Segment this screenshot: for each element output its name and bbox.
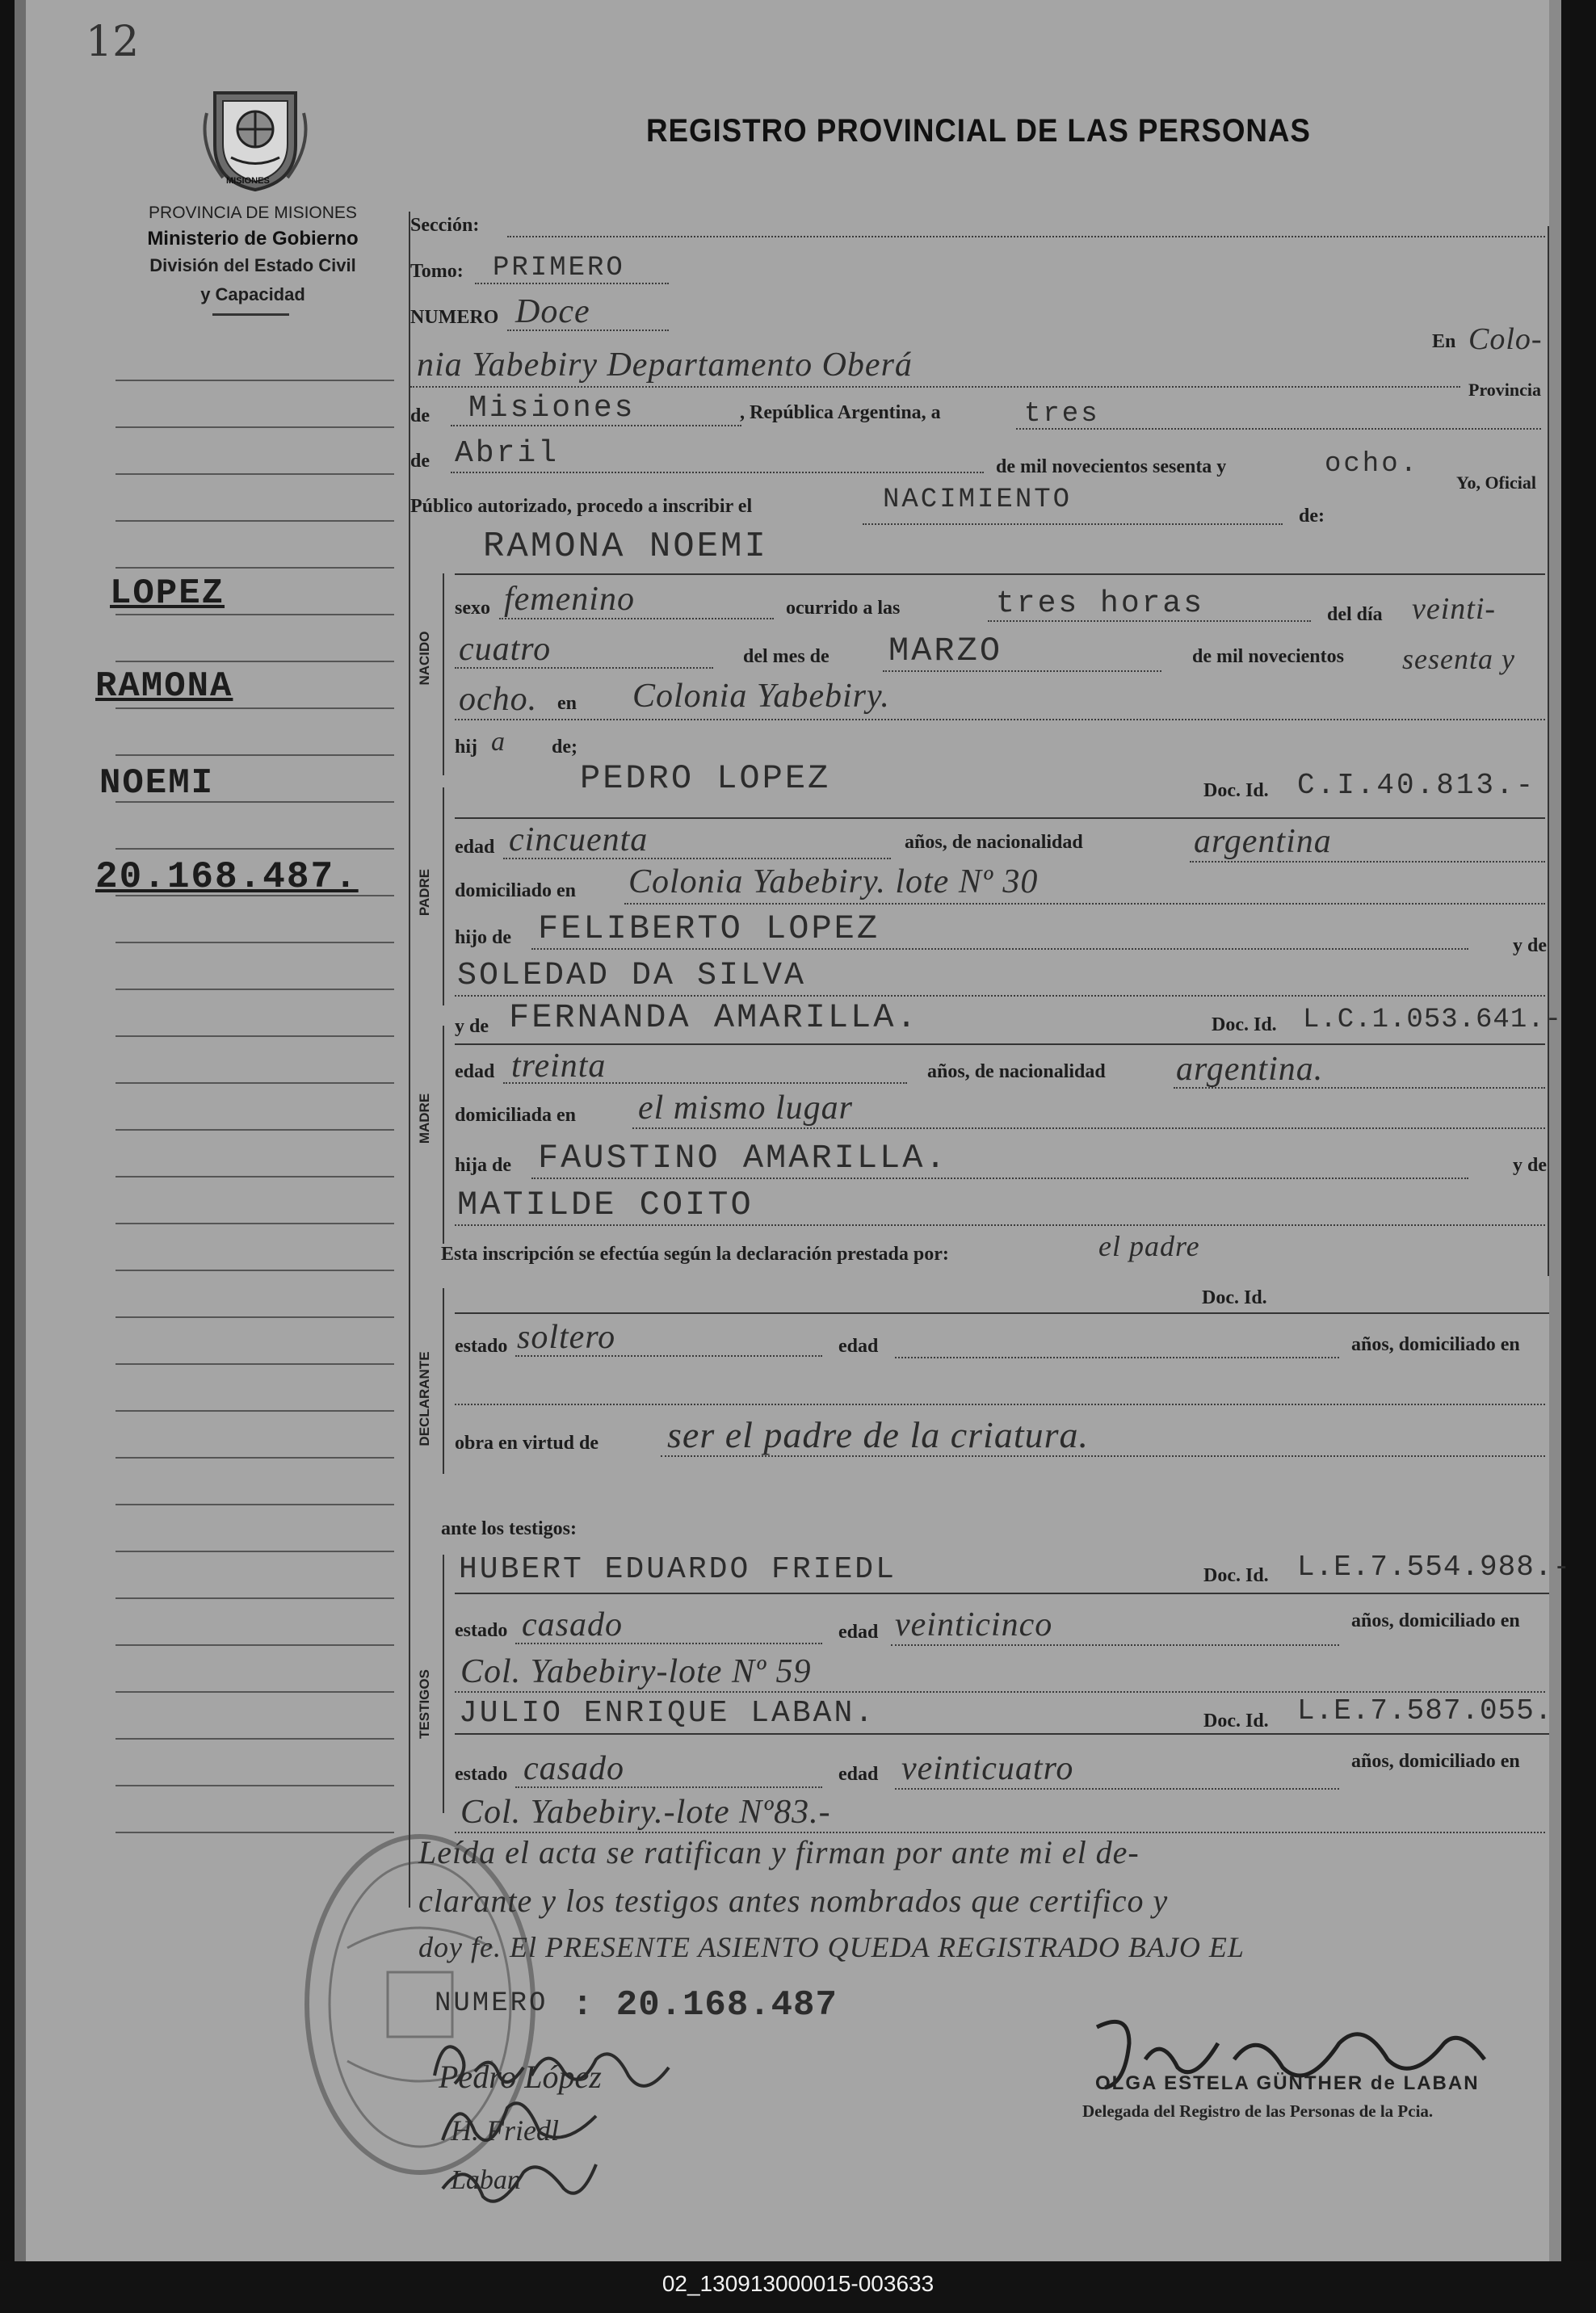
padre-nationality-line bbox=[1190, 861, 1545, 863]
inscripcion-label: Esta inscripción se efectúa según la declaración prestada por: bbox=[441, 1244, 949, 1265]
madre-edad-label: edad bbox=[455, 1061, 495, 1082]
signature-laban bbox=[435, 2140, 612, 2213]
testigo-2-state-value: casado bbox=[523, 1750, 624, 1787]
provincia-label: Provincia bbox=[1468, 380, 1542, 400]
de-mil-2-label: de mil novecientos bbox=[1192, 646, 1344, 667]
padre-dom-label: domiciliado en bbox=[455, 880, 577, 901]
sex-line bbox=[499, 618, 774, 619]
testigo-2-doc-value: L.E.7.587.055. bbox=[1297, 1694, 1553, 1727]
testigos-bracket bbox=[443, 1555, 444, 1813]
month-written-line bbox=[451, 472, 984, 473]
madre-mother-line bbox=[455, 1224, 1545, 1226]
del-dia-label: del día bbox=[1327, 604, 1383, 625]
de-label: de bbox=[410, 405, 430, 426]
padre-age-line bbox=[503, 858, 891, 859]
padre-doc-label: Doc. Id. bbox=[1203, 780, 1269, 801]
province-value: Misiones bbox=[468, 391, 636, 426]
de-semicolon-label: de; bbox=[552, 737, 578, 758]
declarante-address-line bbox=[455, 1404, 1545, 1405]
numero-value: Doce bbox=[515, 293, 590, 330]
padre-age-value: cincuenta bbox=[509, 821, 649, 858]
capacity-label: y Capacidad bbox=[200, 284, 305, 304]
padre-mother-line bbox=[455, 995, 1545, 997]
signature-3-text: Laban bbox=[451, 2165, 521, 2195]
day-written-line bbox=[1016, 428, 1541, 430]
province-label: PROVINCIA DE MISIONES bbox=[149, 204, 357, 222]
nacido-name: RAMONA NOEMI bbox=[483, 527, 768, 567]
seal-text: MISIONES bbox=[226, 176, 270, 186]
declarante-reason-value: ser el padre de la criatura. bbox=[667, 1414, 1090, 1455]
de-mil-label: de mil novecientos sesenta y bbox=[996, 456, 1227, 477]
declarante-by-value: el padre bbox=[1098, 1230, 1200, 1262]
testigo-1-rule bbox=[455, 1593, 1549, 1594]
madre-address-value: el mismo lugar bbox=[638, 1089, 853, 1127]
yo-oficial-label: Yo, Oficial bbox=[1456, 472, 1536, 493]
province-line bbox=[451, 425, 741, 426]
closing-line-1: Leída el acta se ratifican y firman por ante mi el de- bbox=[418, 1834, 1140, 1870]
testigo-1-doc-value: L.E.7.554.988.- bbox=[1297, 1551, 1572, 1584]
official-name: OLGA ESTELA GÜNTHER de LABAN bbox=[1095, 2072, 1480, 2094]
day-written-value: tres bbox=[1024, 399, 1100, 430]
section-madre: MADRE bbox=[417, 1093, 432, 1144]
testigo-2-rule bbox=[455, 1733, 1549, 1735]
en2-label: en bbox=[557, 693, 577, 714]
tomo-line bbox=[475, 283, 669, 284]
de-colon-label: de: bbox=[1299, 506, 1325, 527]
padre-nac-label: años, de nacionalidad bbox=[905, 832, 1083, 853]
declarante-bracket bbox=[443, 1288, 444, 1474]
madre-bracket bbox=[443, 1026, 444, 1244]
madre-nationality-line bbox=[1174, 1087, 1545, 1089]
place-line bbox=[410, 386, 1460, 388]
ante-label: ante los testigos: bbox=[441, 1518, 577, 1539]
declarante-anos-label: años, domiciliado en bbox=[1351, 1334, 1520, 1355]
year-value: sesenta y bbox=[1402, 643, 1515, 675]
testigo-1-age-line bbox=[891, 1644, 1339, 1646]
testigo-1-address-value: Col. Yabebiry-lote Nº 59 bbox=[460, 1653, 812, 1690]
madre-age-line bbox=[503, 1082, 907, 1084]
madre-nac-label: años, de nacionalidad bbox=[927, 1061, 1106, 1082]
madre-mother-value: MATILDE COITO bbox=[457, 1186, 754, 1224]
nacido-top-rule bbox=[455, 573, 1545, 575]
en-label: En bbox=[1432, 331, 1456, 352]
de-label-2: de bbox=[410, 451, 430, 472]
publico-label: Público autorizado, procedo a inscribir el bbox=[410, 496, 753, 517]
testigo-1-age-value: veinticinco bbox=[895, 1606, 1053, 1643]
en-value: Colo- bbox=[1468, 322, 1543, 356]
testigo-2-age-line bbox=[895, 1788, 1339, 1790]
page-title: REGISTRO PROVINCIAL DE LAS PERSONAS bbox=[646, 113, 1311, 149]
hija-label: hij bbox=[455, 737, 478, 758]
section-declarante: DECLARANTE bbox=[417, 1351, 432, 1446]
numero-label: NUMERO bbox=[410, 307, 499, 328]
madre-doc-label: Doc. Id. bbox=[1212, 1014, 1277, 1035]
seccion-line bbox=[507, 236, 1545, 237]
testigo-1-edad-label: edad bbox=[838, 1622, 879, 1643]
page-number: 12 bbox=[86, 18, 140, 66]
madre-nationality-value: argentina. bbox=[1176, 1051, 1324, 1088]
testigo-2-state-line bbox=[515, 1786, 822, 1788]
day-part2-value: cuatro bbox=[459, 631, 552, 668]
testigo-2-address-value: Col. Yabebiry.-lote Nº83.- bbox=[460, 1794, 831, 1831]
republica-label: , República Argentina, a bbox=[740, 402, 941, 423]
signature-2-text: H. Friedl bbox=[451, 2114, 559, 2147]
seccion-label: Sección: bbox=[410, 215, 480, 236]
madre-dom-label: domiciliada en bbox=[455, 1105, 577, 1126]
section-nacido: NACIDO bbox=[417, 631, 432, 686]
margin-name-1: RAMONA bbox=[95, 666, 233, 707]
madre-top-rule bbox=[455, 1043, 1545, 1045]
month-written-value: Abril bbox=[455, 436, 560, 471]
testigo-1-doc-label: Doc. Id. bbox=[1203, 1565, 1269, 1586]
margin-name-2: NOEMI bbox=[99, 763, 215, 804]
margin-surname: LOPEZ bbox=[110, 573, 225, 614]
padre-father-value: FELIBERTO LOPEZ bbox=[538, 909, 880, 948]
padre-name: PEDRO LOPEZ bbox=[580, 759, 831, 798]
hour-line bbox=[988, 620, 1311, 622]
padre-address-line bbox=[624, 903, 1545, 905]
testigo-1-name: HUBERT EDUARDO FRIEDL bbox=[459, 1552, 897, 1587]
hour-value: tres horas bbox=[996, 586, 1205, 621]
right-edge bbox=[1549, 0, 1561, 2261]
sex-value: femenino bbox=[504, 581, 635, 618]
left-binding bbox=[15, 0, 26, 2261]
scan-id: 02_130913000015-003633 bbox=[662, 2271, 934, 2296]
margin-registry-number: 20.168.487. bbox=[95, 856, 359, 898]
closing-number-label: NUMERO bbox=[435, 1988, 548, 2019]
declarante-estado-label: estado bbox=[455, 1336, 508, 1357]
sexo-label: sexo bbox=[455, 598, 490, 619]
division-label: División del Estado Civil bbox=[149, 255, 356, 275]
padre-mother-value: SOLEDAD DA SILVA bbox=[457, 958, 807, 994]
madre-name: FERNANDA AMARILLA. bbox=[509, 998, 919, 1037]
declarante-top-rule bbox=[455, 1312, 1549, 1314]
madre-y-de-2-label: y de bbox=[1513, 1155, 1547, 1176]
place-value: nia Yabebiry Departamento Oberá bbox=[417, 346, 913, 384]
form-frame-right bbox=[1548, 226, 1549, 1276]
declarante-state-line bbox=[515, 1355, 822, 1357]
padre-address-value: Colonia Yabebiry. lote Nº 30 bbox=[628, 863, 1039, 900]
nacido-bracket bbox=[443, 573, 444, 775]
testigo-2-name: JULIO ENRIQUE LABAN. bbox=[459, 1696, 876, 1731]
madre-father-value: FAUSTINO AMARILLA. bbox=[538, 1139, 948, 1177]
tomo-label: Tomo: bbox=[410, 261, 464, 282]
testigo-2-edad-label: edad bbox=[838, 1764, 879, 1785]
official-title: Delegada del Registro de las Personas de la Pcia. bbox=[1082, 2101, 1434, 2121]
tomo-value: PRIMERO bbox=[493, 253, 625, 283]
month-line bbox=[883, 670, 1161, 672]
day-part2-line bbox=[455, 667, 713, 669]
register-page bbox=[15, 0, 1572, 2261]
testigo-1-address-line bbox=[455, 1691, 1545, 1693]
section-testigos: TESTIGOS bbox=[417, 1669, 432, 1739]
madre-y-de-label: y de bbox=[455, 1016, 489, 1037]
birth-place-line bbox=[455, 719, 1545, 720]
hija-de-label: hija de bbox=[455, 1155, 512, 1176]
obra-label: obra en virtud de bbox=[455, 1433, 599, 1454]
declarante-doc-label: Doc. Id. bbox=[1202, 1287, 1267, 1308]
madre-address-line bbox=[632, 1127, 1545, 1129]
testigo-2-age-value: veinticuatro bbox=[901, 1750, 1074, 1787]
testigo-1-anos-label: años, domiciliado en bbox=[1351, 1610, 1520, 1631]
hijo-de-label: hijo de bbox=[455, 927, 512, 948]
padre-edad-label: edad bbox=[455, 837, 495, 858]
testigo-2-estado-label: estado bbox=[455, 1764, 508, 1785]
birth-place-value: Colonia Yabebiry. bbox=[632, 678, 890, 715]
closing-line-2: clarante y los testigos antes nombrados que certifico y bbox=[418, 1883, 1169, 1919]
declarante-age-line bbox=[895, 1357, 1339, 1358]
year2-value: ocho. bbox=[459, 681, 538, 718]
acto-value: NACIMIENTO bbox=[883, 485, 1073, 515]
testigo-1-state-value: casado bbox=[522, 1606, 623, 1643]
padre-nationality-value: argentina bbox=[1194, 823, 1332, 860]
closing-line-3: doy fe. El PRESENTE ASIENTO QUEDA REGISTRADO BAJO EL bbox=[418, 1931, 1245, 1963]
padre-y-de-label: y de bbox=[1513, 935, 1547, 956]
year-suffix-value: ocho. bbox=[1325, 449, 1420, 480]
testigo-2-anos-label: años, domiciliado en bbox=[1351, 1751, 1520, 1772]
section-padre: PADRE bbox=[417, 868, 432, 917]
acto-line bbox=[863, 523, 1283, 525]
declarante-edad-label: edad bbox=[838, 1336, 879, 1357]
madre-father-line bbox=[531, 1177, 1468, 1179]
declarante-state-value: soltero bbox=[517, 1319, 616, 1356]
padre-top-rule bbox=[455, 817, 1545, 819]
testigo-2-doc-label: Doc. Id. bbox=[1203, 1711, 1269, 1732]
day-part1-value: veinti- bbox=[1412, 592, 1497, 626]
closing-number-value: : 20.168.487 bbox=[572, 1985, 838, 2025]
month-value: MARZO bbox=[888, 632, 1003, 670]
numero-line bbox=[507, 330, 669, 331]
ocurrido-label: ocurrido a las bbox=[786, 598, 901, 619]
signature-1-text: Pedro López bbox=[439, 2059, 602, 2095]
ministry-label: Ministerio de Gobierno bbox=[147, 228, 359, 250]
del-mes-label: del mes de bbox=[743, 646, 830, 667]
declarante-reason-line bbox=[661, 1455, 1545, 1457]
padre-doc-value: C.I.40.813.- bbox=[1297, 769, 1536, 802]
madre-age-value: treinta bbox=[511, 1047, 607, 1085]
gender-suffix-value: a bbox=[491, 727, 506, 757]
testigo-1-estado-label: estado bbox=[455, 1620, 508, 1641]
madre-doc-value: L.C.1.053.641.- bbox=[1303, 1005, 1563, 1035]
testigo-1-state-line bbox=[515, 1643, 822, 1644]
short-rule bbox=[212, 313, 289, 316]
padre-father-line bbox=[531, 948, 1468, 950]
padre-bracket bbox=[443, 787, 444, 1005]
